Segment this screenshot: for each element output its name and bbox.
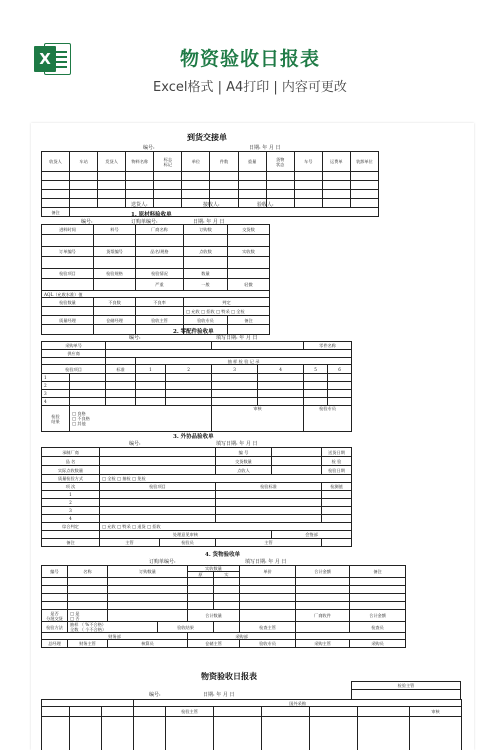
page-title: 物资验收日报表 <box>179 48 320 70</box>
raw-table: 进料时间 料号 厂商名称 订购数 交货数 订单编号 货票编号 品名/规格 点收数 实收数 检验项目 检验规格 检验情况 数量 严重 一般 轻微 AQL（允收水准）值 检验数量 不良数 不良率 判定 □ 允收 □ 拒收 □ 特采 □ 全检 质量经理 仓储经理 验收主管 验收专员 备注 <box>41 224 270 335</box>
daily-mgr-box: 检验主管 <box>351 681 461 700</box>
excel-icon: X <box>34 42 72 76</box>
goods-table: 编号 名称 订购数量 实收数量 单价 合计金额 备注 原 实 是否 分批交货 □ 是 □ 否 合计数量 厂商收件 合计金额 检验方法 抽样 （ %不合格） 全数 （ 个不合格） 验收结果 检查主管 检查员 财务部 采购部 总经理 财务主管 核算员 仓储主管 验收专员 采购主管 采购员 <box>41 565 406 648</box>
goods-title: 4. 货物验收单 <box>205 552 241 558</box>
delivery-date: 日期: 年 月 日 <box>249 145 281 151</box>
delivery-col-1: 车站 <box>70 152 98 172</box>
sign-deliver: 送货人: <box>131 202 148 208</box>
sign-receiver: 接收人: <box>203 202 220 208</box>
delivery-col-7: 重量 <box>238 152 266 172</box>
delivery-col-2: 发货人 <box>98 152 126 172</box>
raw-title: 1. 原材料验收单 <box>131 212 172 218</box>
page-subtitle: Excel格式 | A4打印 | 内容可更改 <box>153 80 347 95</box>
promo-header <box>0 0 500 118</box>
delivery-title: 到货交接单 <box>187 132 227 142</box>
daily-table: 国外采购 检验主管 审核 <box>41 699 462 750</box>
delivery-col-4: 标志 标记 <box>154 152 182 172</box>
parts-title: 2. 零配件验收单 <box>173 329 214 335</box>
document-preview: 到货交接单 编号: 日期: 年 月 日 收货人 车站 发货人 物料名称 标志 标记 单位 件数 重量 货物 状态 车号 运费单 装卸单位 备注 送货人: 接收人: 验收人: 1. 原材料验收单 编号: 订购单编号: 日期: 年 月 日 进料时间 料号 厂商名称 订购数 交货数 订单编号 货票编号 品名/规格 点收数 实收数 检验项目 检验规格 检验情况 数量 严重 一般 轻微 AQL（允收水准）值 检验数量 不良数 不良率 判定 □ 允收 □ 拒收 □ 特采 □ 全检 质量经理 仓储经理 验收主管 验收专员 备注 2. 零配件验收单 编号: 填写日期: 年 月 日 采购单号 零件名称 供应商 抽 样 检 验 记 录 检验项目 标准 1 2 3 4 5 6 1 2 3 4 检验 结果 □ 良格 □ 不良格 □ 其他 审核 检验专员 3. 外协品验收单 编号: 填写日期: 年 月 日 承制厂商 编 号 送货日期 品 名 交货数量 检 验 实际点收数量 点收人 检验日期 质量检验方式 □ 全检 □ 抽检 □ 免检 项 次 检验项目 检验标准 检测值 1 2 3 4 综合判定 □ 允收 □ 特采 □ 退货 □ 拒收 处理意见审核 会签部 备注 主管 检验员 主管 4. 货物验收单 订购单编号: 填写日期: 年 月 日 编号 名称 订购数量 实收数量 单价 合计金额 备注 原 实 是否 分批交货 □ 是 □ 否 合计数量 厂商收件 合计金额 检验方法 抽样 （ %不合格） 全数 （ 个不合格） 验收结果 检查主管 检查员 财务部 采购部 总经理 财务主管 核算员 仓储主管 验收专员 采购主管 采购员 物资验收日报表 检验主管 编号: 日期: 年 月 日 国外采购 检验主管 审核 <box>31 123 474 750</box>
parts-table: 采购单号 零件名称 供应商 抽 样 检 验 记 录 检验项目 标准 1 2 3 4 5 6 1 2 3 4 检验 结果 □ 良格 □ 不良格 □ 其他 审核 检验专员 <box>41 341 352 432</box>
sign-receive: 验收人: <box>257 202 274 208</box>
delivery-col-0: 收货人 <box>42 152 70 172</box>
daily-title: 物资验收日报表 <box>201 671 257 681</box>
delivery-col-5: 单位 <box>182 152 210 172</box>
delivery-col-3: 物料名称 <box>126 152 154 172</box>
delivery-col-11: 装卸单位 <box>350 152 378 172</box>
delivery-table: 收货人 车站 发货人 物料名称 标志 标记 单位 件数 重量 货物 状态 车号 运费单 装卸单位 备注 <box>41 151 379 217</box>
outsource-table: 承制厂商 编 号 送货日期 品 名 交货数量 检 验 实际点收数量 点收人 检验日期 质量检验方式 □ 全检 □ 抽检 □ 免检 项 次 检验项目 检验标准 检测值 1 2 3 4 综合判定 □ 允收 □ 特采 □ 退货 □ 拒收 处理意见审核 会签部 备注 主管 检验员 主管 <box>41 447 352 547</box>
delivery-col-10: 运费单 <box>322 152 350 172</box>
outsource-title: 3. 外协品验收单 <box>173 434 214 440</box>
delivery-no: 编号: <box>143 145 155 151</box>
delivery-col-8: 货物 状态 <box>266 152 294 172</box>
delivery-col-6: 件数 <box>210 152 238 172</box>
delivery-col-9: 车号 <box>294 152 322 172</box>
